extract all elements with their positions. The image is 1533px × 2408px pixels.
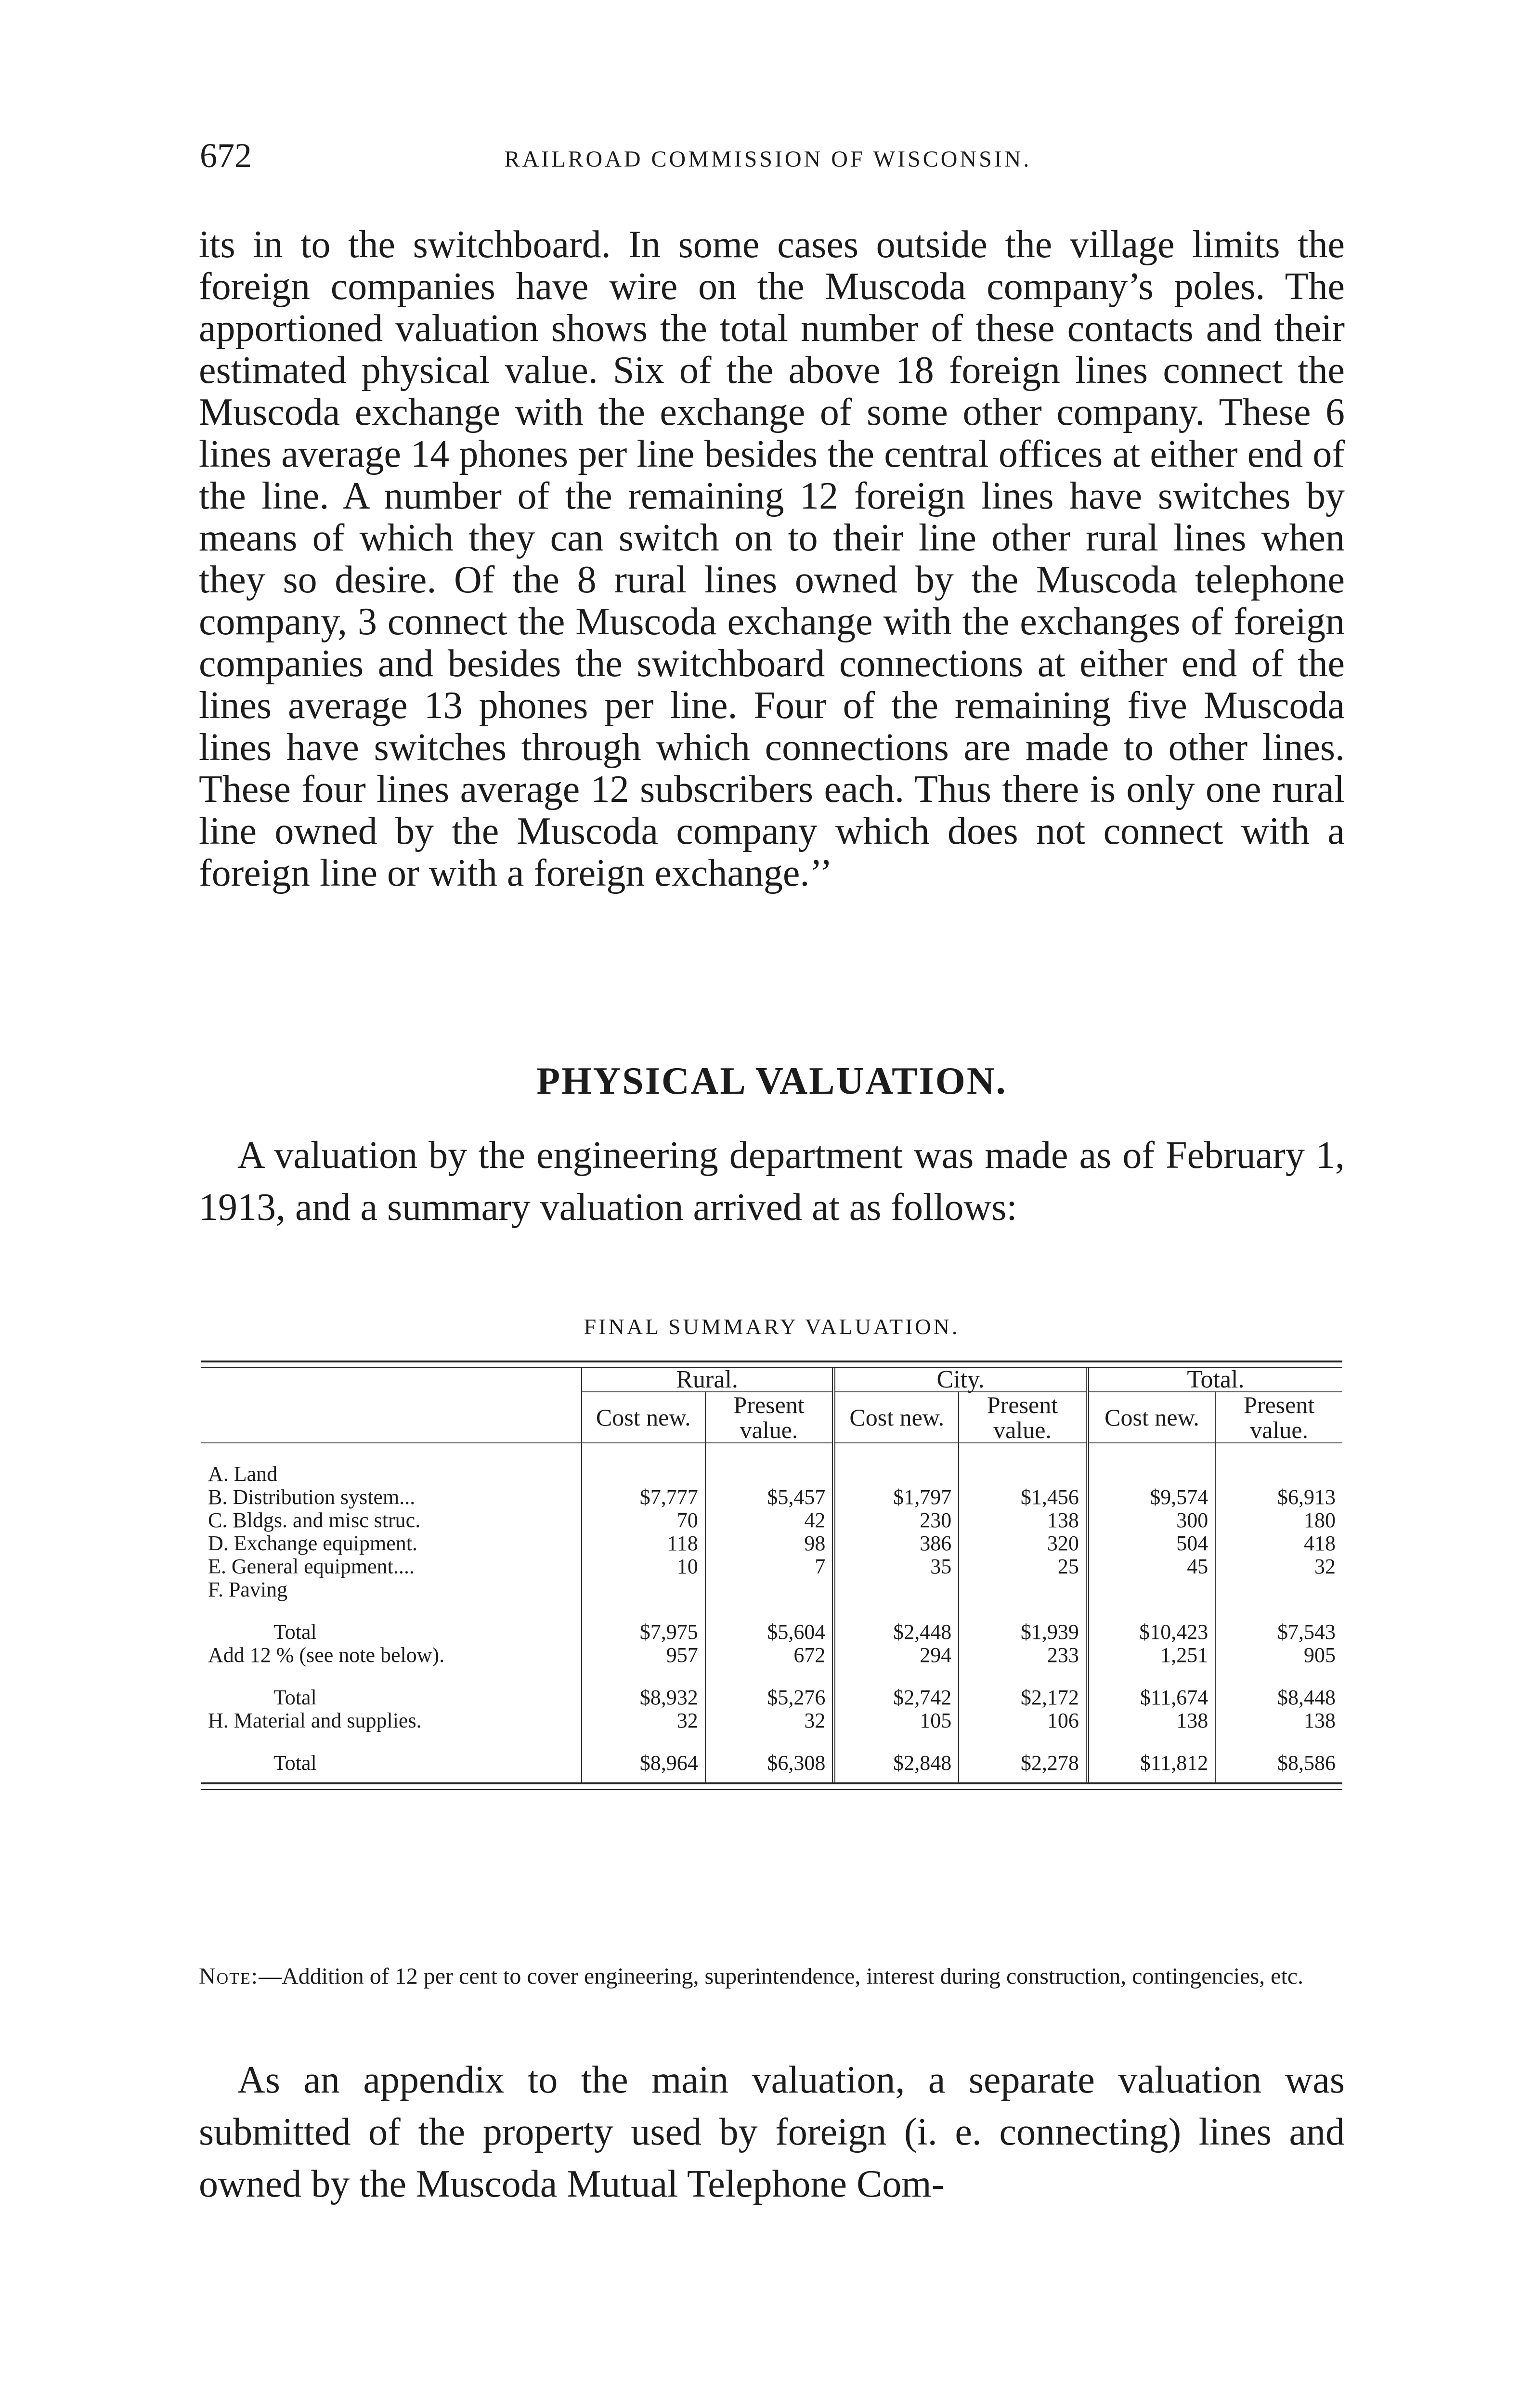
cell: $11,674 (1087, 1667, 1215, 1709)
page-header (195, 134, 1341, 177)
row-label: Total (273, 1620, 317, 1644)
cell: 98 (705, 1532, 834, 1555)
row-label: Total (273, 1751, 317, 1775)
cell (582, 1578, 705, 1601)
valuation-table-container (201, 1361, 1342, 1790)
row-label: E. General equipment.... (208, 1555, 415, 1578)
footnote-label: Note: (199, 1963, 259, 1989)
cell: $9,574 (1087, 1486, 1215, 1509)
cell (705, 1443, 834, 1486)
table-group-header-row (201, 1368, 1342, 1392)
body-paragraph-3: As an appendix to the main valuation, a separate valuation was submitted of the property used by foreign (i. e. connecting) lines and owned by the Muscoda Mutual Telephone Com- (199, 2059, 1345, 2205)
subheader-total-present-value: Present value. (1215, 1392, 1342, 1443)
subheader-rural-cost-new: Cost new. (582, 1392, 705, 1443)
cell: 320 (959, 1532, 1087, 1555)
cell: $11,812 (1087, 1732, 1215, 1782)
row-label: A. Land (201, 1443, 582, 1486)
cell: $8,586 (1215, 1732, 1342, 1782)
table-row (201, 1578, 1342, 1601)
cell (1215, 1443, 1342, 1486)
cell (1087, 1578, 1215, 1601)
cell: 32 (705, 1709, 834, 1732)
cell: $8,932 (582, 1667, 705, 1709)
subheader-rural-present-value: Present value. (705, 1392, 834, 1443)
cell: $6,913 (1215, 1486, 1342, 1509)
cell: 138 (1087, 1709, 1215, 1732)
cell: 180 (1215, 1509, 1342, 1532)
cell: 300 (1087, 1509, 1215, 1532)
cell (959, 1578, 1087, 1601)
body-paragraph-2: A valuation by the engineering department was made as of February 1, 1913, and a summary valuation arrived at as follows: (199, 1134, 1345, 1229)
cell: 905 (1215, 1644, 1342, 1667)
cell: $2,848 (834, 1732, 959, 1782)
table-top-rule (201, 1361, 1342, 1368)
cell: 10 (582, 1555, 705, 1578)
row-label: Total (273, 1686, 317, 1709)
cell: $2,448 (834, 1601, 959, 1644)
cell: 32 (1215, 1555, 1342, 1578)
cell: 233 (959, 1644, 1087, 1667)
cell: 35 (834, 1555, 959, 1578)
cell: 32 (582, 1709, 705, 1732)
table-row (201, 1509, 1342, 1532)
cell: $2,172 (959, 1667, 1087, 1709)
cell (834, 1443, 959, 1486)
cell: $1,456 (959, 1486, 1087, 1509)
cell: 418 (1215, 1532, 1342, 1555)
cell: $5,457 (705, 1486, 834, 1509)
row-label: D. Exchange equipment. (208, 1532, 417, 1555)
row-label: B. Distribution system... (208, 1486, 416, 1509)
cell: $8,448 (1215, 1667, 1342, 1709)
table-bottom-rule (201, 1782, 1342, 1790)
body-paragraph-1: its in to the switchboard. In some cases outside the village limits the foreign companies have wire on the Muscoda company’s poles. The apportioned valuation shows the total number of these contacts and their estimated physical value. Six of the above 18 foreign lines connect the Muscoda exchange with the exchange of some other company. These 6 lines average 14 phones per line besides the central offices at either end of the line. A number of the remaining 12 foreign lines have switches by means of which they can switch on to their line other rural lines when they so desire. Of the 8 rural lines owned by the Muscoda telephone company, 3 connect the Muscoda exchange with the exchanges of foreign companies and besides the switchboard connections at either end of the lines average 13 phones per line. Four of the remaining five Muscoda lines have switches through which connections are made to other lines. These four lines average 12 subscribers each. Thus there is only one rural line owned by the Muscoda company which does not connect with a foreign line or with a foreign exchange.’’ (199, 223, 1345, 894)
final-summary-valuation-table (201, 1368, 1342, 1782)
cell (705, 1578, 834, 1601)
cell: $8,964 (582, 1732, 705, 1782)
page-number: 672 (200, 136, 252, 175)
table-row (201, 1532, 1342, 1555)
cell: 105 (834, 1709, 959, 1732)
footnote-text: —Addition of 12 per cent to cover engineering, superintendence, interest during construction, contingencies, etc. (259, 1963, 1304, 1989)
group-header-total: Total. (1087, 1368, 1342, 1392)
table-footnote (199, 1964, 1345, 1989)
cell: 42 (705, 1509, 834, 1532)
table-row (201, 1486, 1342, 1509)
row-label: Add 12 % (see note below). (208, 1644, 445, 1667)
cell: $7,975 (582, 1601, 705, 1644)
running-title: RAILROAD COMMISSION OF WISCONSIN. (504, 146, 1032, 172)
cell: 504 (1087, 1532, 1215, 1555)
row-label: C. Bldgs. and misc struc. (208, 1509, 421, 1532)
cell: $7,543 (1215, 1601, 1342, 1644)
cell: $5,604 (705, 1601, 834, 1644)
cell (582, 1443, 705, 1486)
cell (1087, 1443, 1215, 1486)
table-caption: FINAL SUMMARY VALUATION. (584, 1314, 960, 1339)
group-header-city: City. (834, 1368, 1087, 1392)
group-header-rural: Rural. (582, 1368, 834, 1392)
cell: $2,742 (834, 1667, 959, 1709)
row-label: F. Paving (208, 1578, 288, 1601)
cell: 1,251 (1087, 1644, 1215, 1667)
cell: 138 (1215, 1709, 1342, 1732)
table-corner-cell (201, 1368, 582, 1392)
cell: 386 (834, 1532, 959, 1555)
cell: 138 (959, 1509, 1087, 1532)
cell: $1,939 (959, 1601, 1087, 1644)
table-row-subtotal (201, 1667, 1342, 1709)
cell (1215, 1578, 1342, 1601)
cell: 25 (959, 1555, 1087, 1578)
cell: $5,276 (705, 1667, 834, 1709)
table-row (201, 1644, 1342, 1667)
cell: 7 (705, 1555, 834, 1578)
cell: 957 (582, 1644, 705, 1667)
cell: 106 (959, 1709, 1087, 1732)
cell (959, 1443, 1087, 1486)
cell: 70 (582, 1509, 705, 1532)
cell: $1,797 (834, 1486, 959, 1509)
table-row (201, 1555, 1342, 1578)
cell: $7,777 (582, 1486, 705, 1509)
cell: 230 (834, 1509, 959, 1532)
table-row-grand-total (201, 1732, 1342, 1782)
row-label: H. Material and supplies. (208, 1709, 422, 1732)
section-heading: PHYSICAL VALUATION. (536, 1060, 1007, 1102)
table-label-column-header (201, 1392, 582, 1443)
table-row (201, 1709, 1342, 1732)
table-row-subtotal (201, 1601, 1342, 1644)
cell: $10,423 (1087, 1601, 1215, 1644)
cell: 672 (705, 1644, 834, 1667)
cell: $2,278 (959, 1732, 1087, 1782)
table-subheader-row (201, 1392, 1342, 1443)
cell (834, 1578, 959, 1601)
cell: $6,308 (705, 1732, 834, 1782)
subheader-city-present-value: Present value. (959, 1392, 1087, 1443)
table-row (201, 1443, 1342, 1486)
cell: 118 (582, 1532, 705, 1555)
cell: 294 (834, 1644, 959, 1667)
cell: 45 (1087, 1555, 1215, 1578)
subheader-total-cost-new: Cost new. (1087, 1392, 1215, 1443)
subheader-city-cost-new: Cost new. (834, 1392, 959, 1443)
